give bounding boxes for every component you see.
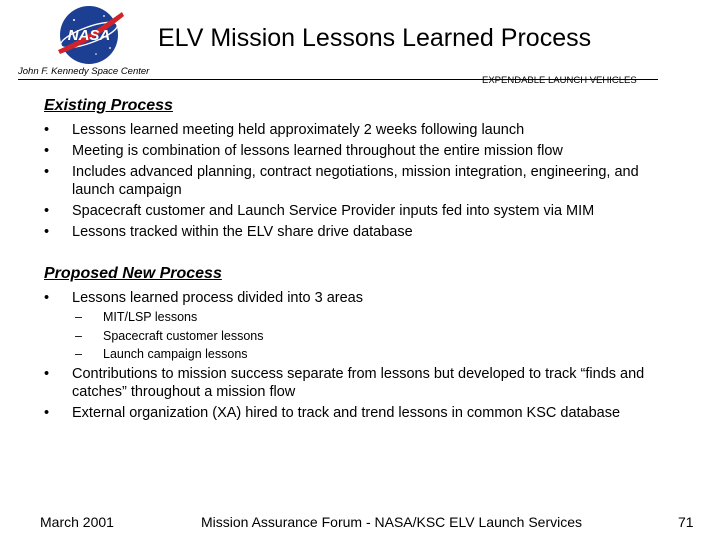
list-item	[44, 163, 684, 199]
nasa-logo	[52, 4, 126, 66]
bullet-glyph: •	[44, 203, 50, 219]
dash-glyph: –	[75, 347, 82, 361]
bullet-glyph: •	[44, 290, 50, 306]
footer-date: March 2001	[40, 514, 114, 530]
proposed-process-list-continued	[44, 365, 684, 425]
list-item	[44, 202, 684, 220]
logo-text: NASA	[67, 27, 111, 44]
proposed-process-list	[44, 289, 684, 310]
bullet-glyph: •	[44, 164, 50, 180]
proposed-sub-list	[75, 309, 635, 365]
list-item	[44, 404, 684, 422]
list-item	[44, 142, 684, 160]
sub-list-item-text: Spacecraft customer lessons	[103, 328, 264, 343]
bullet-glyph: •	[44, 143, 50, 159]
bullet-glyph: •	[44, 366, 50, 382]
list-item	[44, 121, 684, 139]
list-item-text: Contributions to mission success separate from lessons but developed to track “finds and catches” throughout a mission flow	[72, 366, 645, 400]
bullet-glyph: •	[44, 122, 50, 138]
existing-process-heading: Existing Process	[44, 97, 173, 114]
proposed-process-heading: Proposed New Process	[44, 265, 222, 282]
list-item-text: Meeting is combination of lessons learned throughout the entire mission flow	[72, 143, 563, 159]
sub-list-item	[75, 346, 635, 362]
page-number: 71	[678, 514, 694, 530]
dash-glyph: –	[75, 328, 82, 343]
existing-process-list	[44, 121, 684, 244]
center-name: John F. Kennedy Space Center	[18, 66, 150, 77]
page-title: ELV Mission Lessons Learned Process	[158, 24, 592, 52]
list-item	[44, 223, 684, 241]
program-tag: EXPENDABLE LAUNCH VEHICLES	[482, 75, 637, 86]
list-item-text: Lessons tracked within the ELV share drive database	[72, 224, 413, 240]
sub-list-item	[75, 309, 635, 325]
list-item-text: External organization (XA) hired to track and trend lessons in common KSC database	[72, 405, 621, 421]
list-item	[44, 289, 684, 307]
list-item-text: Spacecraft customer and Launch Service Provider inputs fed into system via MIM	[72, 203, 595, 219]
list-item-text: Lessons learned meeting held approximately 2 weeks following launch	[72, 122, 525, 138]
bullet-glyph: •	[44, 224, 50, 240]
footer-event: Mission Assurance Forum - NASA/KSC ELV Launch Services	[201, 514, 583, 530]
list-item-text: Lessons learned process divided into 3 areas	[72, 290, 363, 306]
sub-list-item-text: MIT/LSP lessons	[103, 310, 198, 324]
sub-list-item	[75, 328, 635, 344]
bullet-glyph: •	[44, 405, 50, 421]
sub-list-item-text: Launch campaign lessons	[103, 347, 248, 361]
dash-glyph: –	[75, 310, 82, 324]
list-item	[44, 365, 684, 401]
list-item-text: Includes advanced planning, contract negotiations, mission integration, engineering, and launch campaign	[72, 164, 639, 198]
